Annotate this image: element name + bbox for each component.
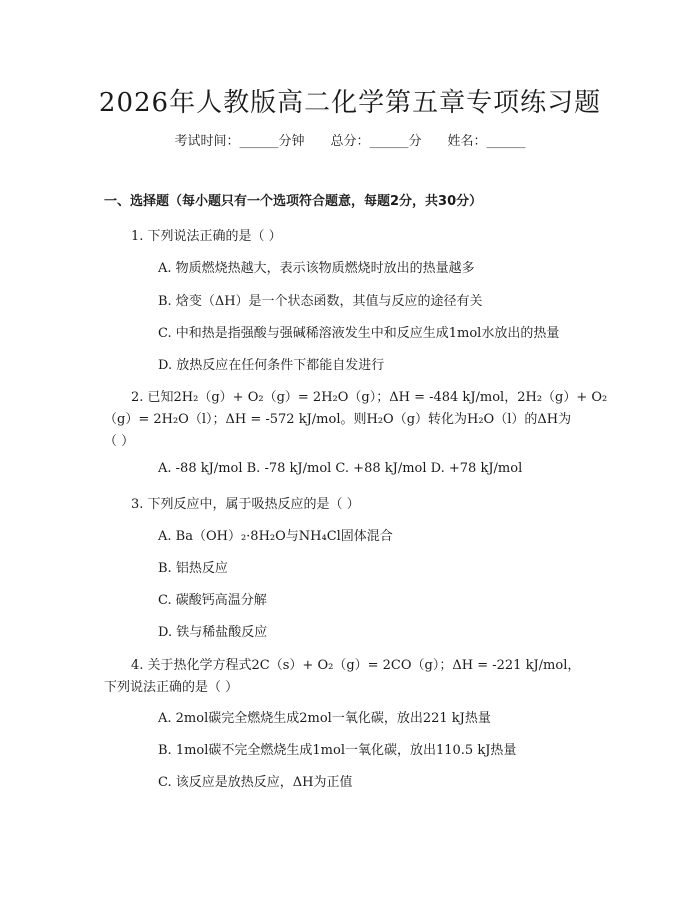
question-4-stem-line-2: 下列说法正确的是（ ） [104,680,239,695]
question-3-option-b: B. 铝热反应 [158,561,228,576]
question-4-option-b: B. 1mol碳不完全燃烧生成1mol一氧化碳，放出110.5 kJ热量 [158,743,517,758]
student-name-field: 姓名：______ [447,134,526,149]
question-4-stem-line-1: 4. 关于热化学方程式2C（s）+ O₂（g）= 2CO（g）；ΔH = -221 kJ/mol， [131,658,581,673]
page-title: 2026年人教版高二化学第五章专项练习题 [98,88,602,118]
question-2-stem-line-2: （g）= 2H₂O（l）；ΔH = -572 kJ/mol。则H₂O（g）转化为H₂O（l）的ΔH为 [104,412,572,427]
question-1-stem: 1. 下列说法正确的是（ ） [131,229,282,244]
total-score-field: 总分：______分 [330,134,422,149]
question-1-option-a: A. 物质燃烧热越大，表示该物质燃烧时放出的热量越多 [158,261,475,276]
question-2-stem-line-1: 2. 已知2H₂（g）+ O₂（g）= 2H₂O（g）；ΔH = -484 kJ/mol，2H₂（g）+ O₂ [131,390,608,405]
question-3-option-a: A. Ba（OH）₂·8H₂O与NH₄Cl固体混合 [158,529,393,544]
question-3-option-c: C. 碳酸钙高温分解 [158,593,267,608]
question-2-options: A. -88 kJ/mol B. -78 kJ/mol C. +88 kJ/mol D. +78 kJ/mol [158,461,523,476]
question-1-option-d: D. 放热反应在任何条件下都能自发进行 [158,358,385,373]
question-2-stem-line-3: （ ） [104,434,135,449]
question-3-option-d: D. 铁与稀盐酸反应 [158,625,268,640]
question-1-option-b: B. 焓变（ΔH）是一个状态函数，其值与反应的途径有关 [158,294,483,309]
question-4-option-c: C. 该反应是放热反应，ΔH为正值 [158,775,353,790]
question-4-option-a: A. 2mol碳完全燃烧生成2mol一氧化碳，放出221 kJ热量 [158,711,491,726]
exam-time-field: 考试时间：______分钟 [174,134,305,149]
question-3-stem: 3. 下列反应中，属于吸热反应的是（ ） [131,497,360,512]
exam-meta [0,130,700,149]
question-1-option-c: C. 中和热是指强酸与强碱稀溶液发生中和反应生成1mol水放出的热量 [158,326,560,341]
section-heading-choice: 一、选择题（每小题只有一个选项符合题意，每题2分，共30分） [104,194,483,209]
